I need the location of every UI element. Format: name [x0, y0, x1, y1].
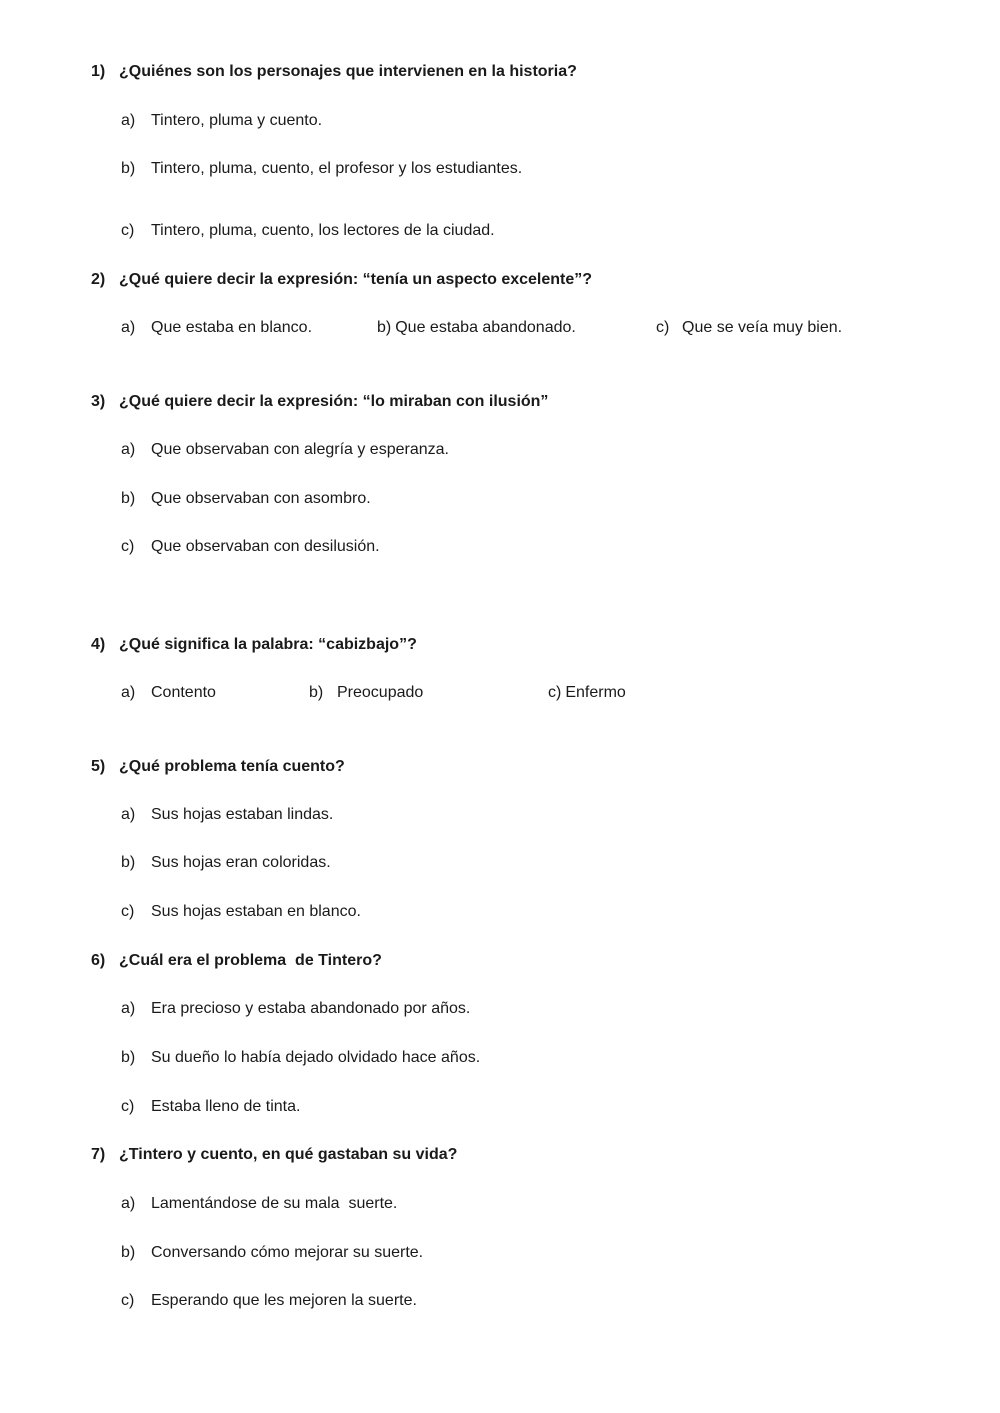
question-3 [91, 392, 548, 412]
option-2b[interactable] [377, 318, 576, 338]
option-letter: c) [121, 1292, 135, 1309]
option-letter: a) [121, 1000, 136, 1017]
option-text: Que observaban con alegría y esperanza. [151, 441, 449, 458]
option-text: Que se veía muy bien. [682, 319, 843, 336]
option-1a[interactable] [121, 111, 322, 131]
question-2 [91, 270, 592, 290]
option-text: Su dueño lo había dejado olvidado hace años. [151, 1049, 481, 1066]
question-text: ¿Cuál era el problema de Tintero? [119, 952, 382, 969]
question-text: ¿Qué problema tenía cuento? [119, 758, 345, 775]
option-text: Estaba lleno de tinta. [151, 1098, 301, 1115]
option-6a[interactable] [121, 999, 470, 1019]
option-letter: c) [121, 1098, 135, 1115]
question-number: 6) [91, 952, 106, 969]
option-letter: b) [121, 1049, 136, 1066]
question-text: ¿Qué quiere decir la expresión: “tenía un aspecto excelente”? [119, 271, 593, 288]
question-number: 4) [91, 636, 106, 653]
option-text: Sus hojas estaban en blanco. [151, 903, 361, 920]
option-3c[interactable] [121, 537, 380, 557]
question-text: ¿Qué quiere decir la expresión: “lo miraban con ilusión” [119, 393, 549, 410]
option-text: Esperando que les mejoren la suerte. [151, 1292, 417, 1309]
question-number: 1) [91, 63, 106, 80]
option-text: Lamentándose de su mala suerte. [151, 1195, 398, 1212]
question-4 [91, 635, 417, 655]
option-letter: b) [121, 854, 136, 871]
option-7c[interactable] [121, 1291, 417, 1311]
option-text: Contento [151, 684, 216, 701]
option-letter: a) [121, 441, 136, 458]
option-text: Conversando cómo mejorar su suerte. [151, 1244, 424, 1261]
option-letter: b) [309, 684, 324, 701]
option-text: Tintero, pluma y cuento. [151, 112, 323, 129]
option-2c[interactable] [656, 318, 842, 338]
option-letter: c) [121, 222, 135, 239]
option-text: Tintero, pluma, cuento, los lectores de la ciudad. [151, 222, 495, 239]
option-text: Que estaba en blanco. [151, 319, 313, 336]
option-2a[interactable] [121, 318, 312, 338]
question-number: 7) [91, 1146, 106, 1163]
option-3b[interactable] [121, 489, 371, 509]
option-6b[interactable] [121, 1048, 480, 1068]
option-letter: c) [121, 538, 135, 555]
option-text: Que observaban con desilusión. [151, 538, 380, 555]
option-text: Enfermo [565, 684, 626, 701]
option-letter: c) [548, 684, 562, 701]
option-5b[interactable] [121, 853, 331, 873]
option-text: Que observaban con asombro. [151, 490, 371, 507]
question-number: 2) [91, 271, 106, 288]
option-letter: a) [121, 684, 136, 701]
option-4c[interactable] [548, 683, 626, 703]
option-text: Preocupado [337, 684, 424, 701]
option-4a[interactable] [121, 683, 216, 703]
question-text: ¿Quiénes son los personajes que intervienen en la historia? [119, 63, 577, 80]
option-text: Sus hojas estaban lindas. [151, 806, 334, 823]
question-text: ¿Tintero y cuento, en qué gastaban su vida? [119, 1146, 458, 1163]
question-7 [91, 1145, 457, 1165]
option-letter: c) [121, 903, 135, 920]
option-letter: a) [121, 319, 136, 336]
question-text: ¿Qué significa la palabra: “cabizbajo”? [119, 636, 417, 653]
option-6c[interactable] [121, 1097, 300, 1117]
option-1b[interactable] [121, 159, 522, 179]
option-letter: b) [121, 1244, 136, 1261]
option-text: Era precioso y estaba abandonado por años. [151, 1000, 471, 1017]
option-3a[interactable] [121, 440, 449, 460]
option-5c[interactable] [121, 902, 361, 922]
option-text: Tintero, pluma, cuento, el profesor y los estudiantes. [151, 160, 523, 177]
option-5a[interactable] [121, 805, 333, 825]
option-letter: a) [121, 806, 136, 823]
option-7a[interactable] [121, 1194, 397, 1214]
option-letter: a) [121, 1195, 136, 1212]
option-letter: b) [377, 319, 392, 336]
option-1c[interactable] [121, 221, 495, 241]
question-1 [91, 62, 577, 82]
option-letter: b) [121, 160, 136, 177]
question-5 [91, 757, 345, 777]
option-letter: a) [121, 112, 136, 129]
option-letter: c) [656, 319, 670, 336]
option-letter: b) [121, 490, 136, 507]
option-text: Que estaba abandonado. [395, 319, 576, 336]
option-4b[interactable] [309, 683, 423, 703]
option-text: Sus hojas eran coloridas. [151, 854, 331, 871]
question-number: 3) [91, 393, 106, 410]
question-number: 5) [91, 758, 106, 775]
option-7b[interactable] [121, 1243, 423, 1263]
question-6 [91, 951, 382, 971]
